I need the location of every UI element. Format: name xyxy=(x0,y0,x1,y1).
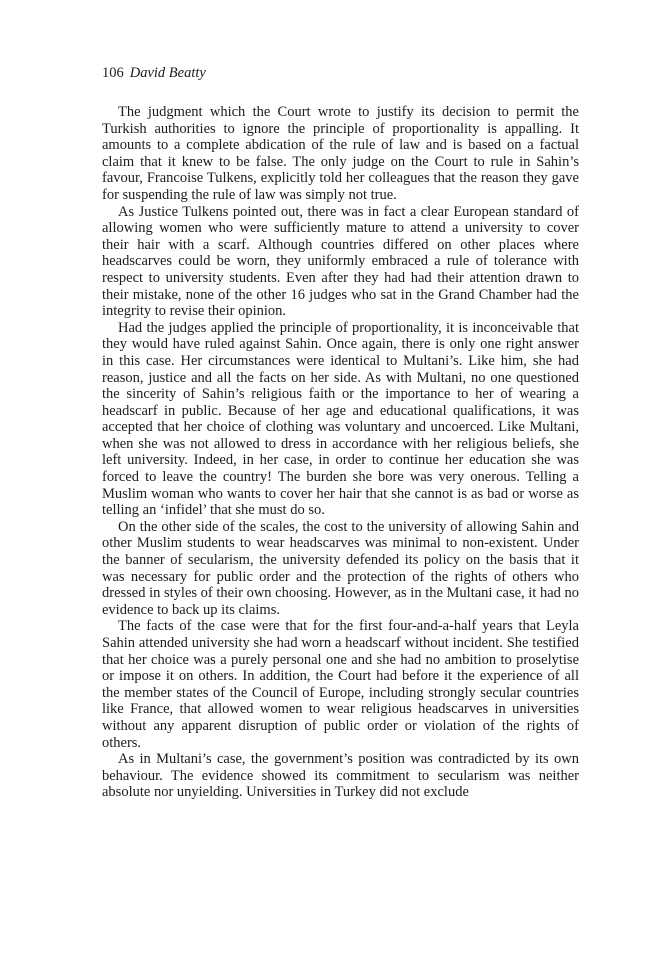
paragraph: The facts of the case were that for the first four-and-a-half years that Leyla Sahin attended university she had worn a headscarf without incident. She testified that her choice was a purely personal one and she had no ambition to proselytise or impose it on others. In addition, the Court had before it the experience of all the member states of the Council of Europe, including strongly secular countries like France, that allowed women to wear religious headscarves in universities without any apparent disruption of public order or violation of the rights of others. xyxy=(102,618,579,751)
page-number: 106 xyxy=(102,65,124,81)
paragraph: As in Multani’s case, the government’s position was contradicted by its own behaviour. The evidence showed its commitment to secularism was neither absolute nor unyielding. Universities in Turkey did not exclude xyxy=(102,751,579,801)
body-text xyxy=(102,104,579,801)
paragraph: Had the judges applied the principle of proportionality, it is inconceivable that they would have ruled against Sahin. Once again, there is only one right answer in this case. Her circumstances were identical to Multani’s. Like him, she had reason, justice and all the facts on her side. As with Multani, no one questioned the sincerity of Sahin’s religious faith or the importance to her of wearing a headscarf in public. Because of her age and educational qualifications, it was accepted that her choice of clothing was voluntary and uncoerced. Like Multani, when she was not allowed to dress in accordance with her religious beliefs, she left university. Indeed, in her case, in order to continue her education she was forced to leave the country! The burden she bore was very onerous. Telling a Muslim woman who wants to cover her hair that she cannot is as bad or worse as telling an ‘infidel’ that she must do so. xyxy=(102,319,579,519)
paragraph: As Justice Tulkens pointed out, there was in fact a clear European standard of allowing women who were sufficiently mature to attend a university to cover their hair with a scarf. Although countries differed on other places where headscarves could be worn, they uniformly embraced a rule of tolerance with respect to university students. Even after they had had their attention drawn to their mistake, none of the other 16 judges who sat in the Grand Chamber had the integrity to revise their opinion. xyxy=(102,203,579,320)
running-head xyxy=(102,64,206,82)
author-name: David Beatty xyxy=(129,65,206,81)
paragraph: The judgment which the Court wrote to justify its decision to permit the Turkish authorities to ignore the principle of proportionality is appalling. It amounts to a complete abdication of the rule of law and is based on a factual claim that it knew to be false. The only judge on the Court to rule in Sahin’s favour, Francoise Tulkens, explicitly told her colleagues that the reason they gave for suspending the rule of law was simply not true. xyxy=(102,104,579,203)
paragraph: On the other side of the scales, the cost to the university of allowing Sahin and other Muslim students to wear headscarves was minimal to non-existent. Under the banner of secularism, the university defended its policy on the basis that it was necessary for public order and the protection of the rights of others who dressed in styles of their own choosing. However, as in the Multani case, it had no evidence to back up its claims. xyxy=(102,518,580,618)
